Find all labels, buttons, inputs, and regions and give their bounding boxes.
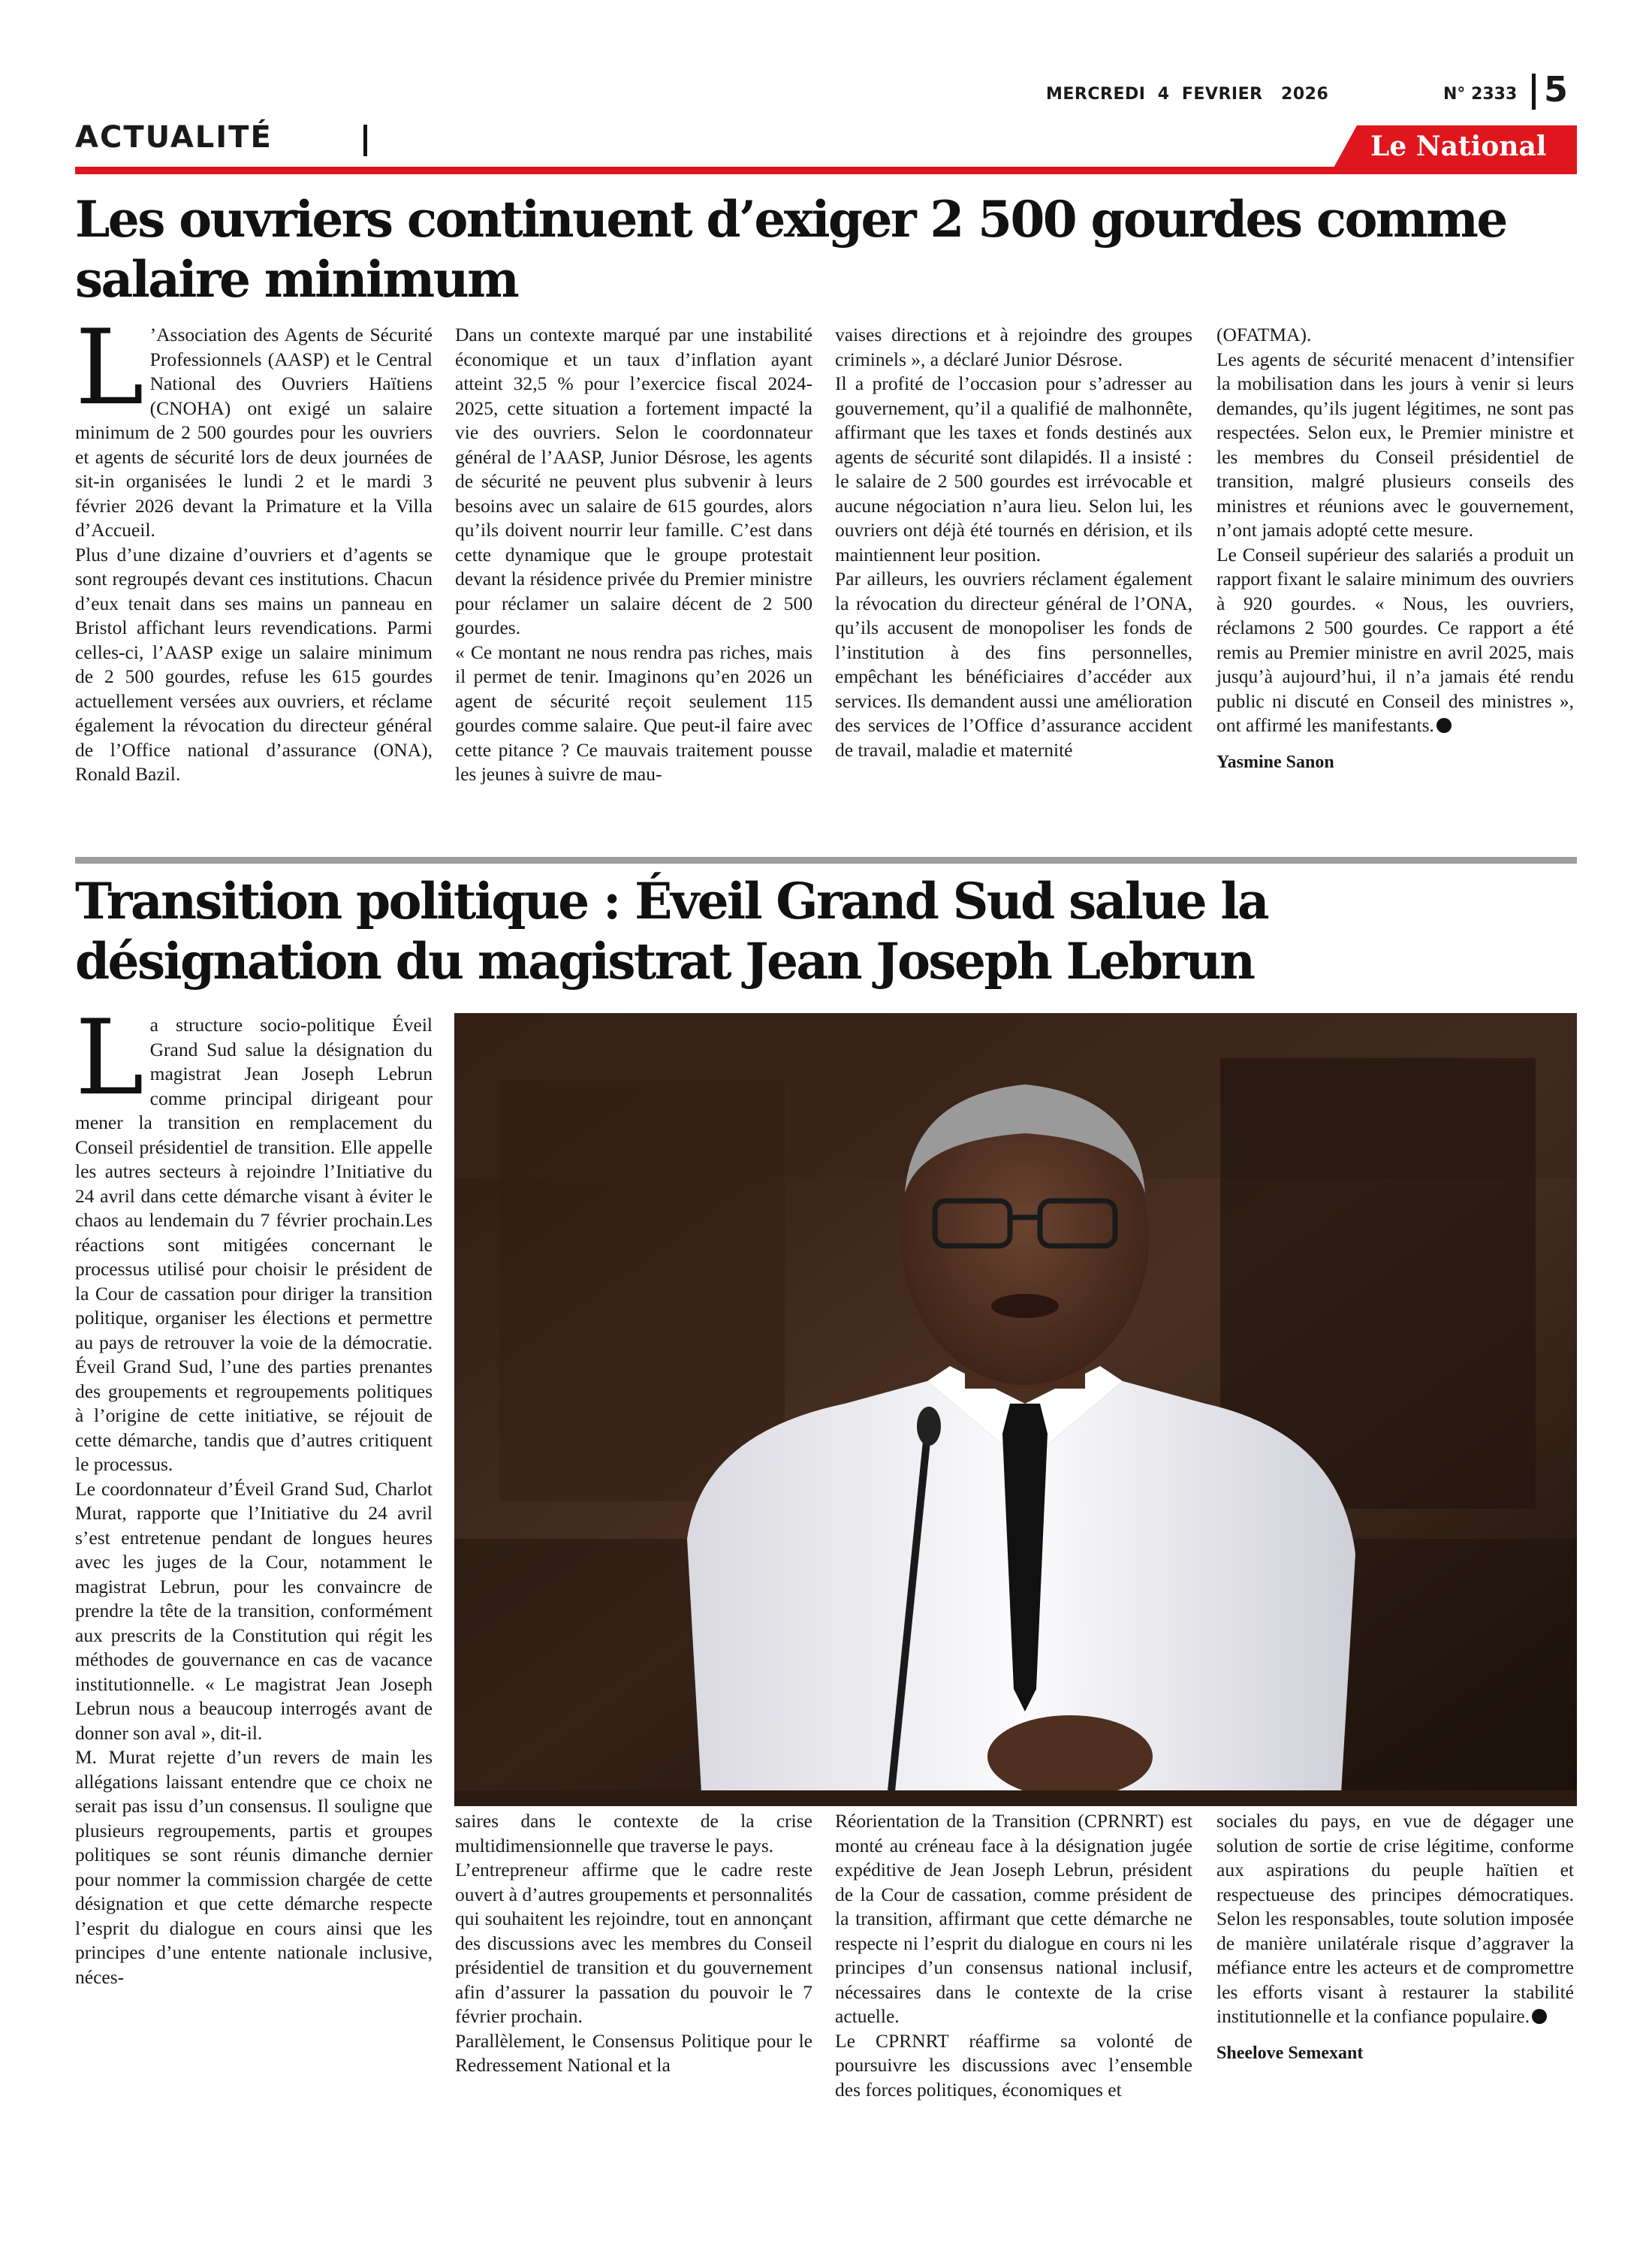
article2-lead-text: a structure socio-politique Éveil Grand Sud salue la désignation du magistrat Jean Joseph Lebrun comme principal dirigeant pour mener la transition en remplacement du Conseil présidentiel de transition. Elle appelle les autres secteurs à rejoindre l’Initiative du 24 avril dans cette démarche visant à éviter le chaos au lendemain du 7 février prochain.Les réactions sont mitigées concernant le processus utilisé pour choisir le président de la Cour de cassation pour diriger la transition politique, organiser les élections et permettre au pays de retrouver la voie de la démocratie. Éveil Grand Sud, l’une des parties prenantes des groupements et regroupements politiques à l’origine de cette initiative, se réjouit de cette démarche, tandis que d’autres critiquent le processus. — [75, 1014, 433, 1475]
article1-column-4 — [1216, 323, 1574, 774]
article2-headline: Transition politique : Éveil Grand Sud salue la désignation du magistrat Jean Joseph Lebrun — [75, 872, 1268, 991]
article2-byline: Sheelove Semexant — [1216, 2043, 1364, 2063]
article2-paragraph: L’entrepreneur affirme que le cadre reste ouvert à d’autres groupements et personnalités qui souhaitent les rejoindre, tout en annonçant des discussions avec les membres du Conseil présidentiel de transition et du gouvernement afin d’assurer la passation du pouvoir le 7 février prochain. — [455, 1859, 812, 2027]
section-label: ACTUALITÉ — [75, 120, 273, 155]
article2-column-3 — [835, 1809, 1192, 2102]
article1-paragraph — [1216, 543, 1574, 738]
article1-paragraph: (OFATMA). — [1216, 324, 1312, 345]
end-of-article-icon — [1532, 2009, 1547, 2024]
article1-byline: Yasmine Sanon — [1216, 752, 1334, 772]
article2-dropcap: L — [75, 997, 144, 1118]
article2-closing-text: sociales du pays, en vue de dégager une solution de sortie de crise légitime, conforme aux aspirations du peuple haïtien et respectueuse des principes démocratiques. Selon les responsables, toute solution imposée de manière unilatérale risque d’aggraver la méfiance entre les acteurs et de compromettre les efforts visant à restaurer la stabilité institutionnelle et la confiance populaire. — [1216, 1810, 1574, 2027]
article1-column-2 — [455, 323, 812, 787]
newspaper-brand: Le National — [1370, 131, 1547, 162]
article1-lead-text: ’Association des Agents de Sécurité Professionnels (AASP) et le Central National des Ouvriers Haïtiens (CNOHA) ont exigé un salaire minimum de 2 500 gourdes pour les ouvriers et agents de sécurité lors de deux journées de sit-in organisées le lundi 2 et le mardi 3 février 2026 devant la Primature et la Villa d’Accueil. — [75, 324, 433, 541]
article1-dropcap: L — [75, 307, 144, 428]
section-separator — [363, 125, 367, 156]
article2-column-1 — [75, 997, 433, 1989]
page-number: 5 — [1544, 69, 1569, 110]
article1-paragraph: Plus d’une dizaine d’ouvriers et d’agents se sont regroupés devant ces institutions. Chacun d’eux tenait dans ses mains un panneau en Bristol affichant leurs revendications. Parmi celles-ci, l’AASP exige un salaire minimum de 2 500 gourdes, refuse les 615 gourdes actuellement versées aux ouvriers, et réclame également la révocation du directeur général de l’Office national d’assurance (ONA), Ronald Bazil. — [75, 543, 433, 785]
article1-lead-paragraph — [75, 307, 433, 543]
article2-paragraph: Réorientation de la Transition (CPRNRT) est monté au créneau face à la désignation jugée expéditive de Jean Joseph Lebrun, président de la Cour de cassation, comme président de la transition, affirmant que cette démarche ne respecte ni l’esprit du dialogue en cours ni les principes d’un consensus national inclusif, nécessaires dans le contexte de la crise actuelle. — [835, 1810, 1192, 2027]
article2-photo — [454, 1013, 1577, 1806]
end-of-article-icon — [1436, 718, 1452, 733]
article1-paragraph: vaises directions et à rejoindre des groupes criminels », a déclaré Junior Désrose. — [835, 324, 1192, 370]
article2-paragraph — [1216, 1809, 1574, 2029]
article2-column-4 — [1216, 1809, 1574, 2065]
article1-quote-paragraph: « Ce montant ne nous rendra pas riches, mais il permet de tenir. Imaginons qu’en 2026 un agent de sécurité reçoit seulement 115 gourdes comme salaire. Que peut-il faire avec cette pitance ? Ce mauvais traitement pousse les jeunes à suivre de mau- — [455, 641, 812, 785]
article1-paragraph: Par ailleurs, les ouvriers réclament également la révocation du directeur général de l’ONA, qu’ils accusent de monopoliser les fonds de l’institution à des fins personnelles, empêchant les bénéficiaires d’accéder aux services. Ils demandent aussi une amélioration des services de l’Office d’assurance accident de travail, maladie et maternité — [835, 568, 1192, 761]
article1-closing-text: Le Conseil supérieur des salariés a produit un rapport fixant le salaire minimum des ouvriers à 920 gourdes. « Nous, les ouvriers, réclamons 2 500 gourdes. Ce rapport a été remis au Premier ministre en avril 2025, mais jusqu’à aujourd’hui, il n’a jamais été rendu public ni discuté en Conseil des ministres », ont affirmé les manifestants. — [1216, 543, 1574, 736]
article-divider — [75, 857, 1577, 864]
article1-column-1 — [75, 307, 433, 787]
article2-paragraph: saires dans le contexte de la crise multidimensionnelle que traverse le pays. — [455, 1810, 812, 1856]
article2-paragraph: Le coordonnateur d’Éveil Grand Sud, Charlot Murat, rapporte que l’Initiative du 24 avril s’est entretenue pendant de longues heures avec les juges de la Cour, notamment le magistrat Lebrun, pour les convaincre de prendre la tête de la transition, conformément aux prescrits de la Constitution qui régit les méthodes de gouvernance en cas de vacance institutionnelle. « Le magistrat Jean Joseph Lebrun nous a beaucoup interrogés avant de donner son aval », dit-il. — [75, 1477, 433, 1744]
article1-paragraph: Il a profité de l’occasion pour s’adresser au gouvernement, qu’il a qualifié de malhonnête, affirmant que les taxes et fonds destinés aux agents de sécurité sont dilapidés. Il a insisté : le salaire de 2 500 gourdes est irrévocable et aucune négociation n’aura lieu. Selon lui, les ouvriers ont déjà été tournés en dérision, et ils maintiennent leur position. — [835, 372, 1192, 566]
article1-headline: Les ouvriers continuent d’exiger 2 500 gourdes comme salaire minimum — [75, 190, 1506, 309]
header-separator — [1532, 74, 1536, 110]
article1-paragraph: Les agents de sécurité menacent d’intensifier la mobilisation dans les jours à venir si leurs demandes, qu’ils jugent légitimes, ne sont pas respectées. Selon eux, le Premier ministre et les membres du Conseil présidentiel de transition, malgré plusieurs conseils des ministres et réunions avec le gouvernement, n’ont jamais adopté cette mesure. — [1216, 348, 1574, 541]
article2-paragraph: M. Murat rejette d’un revers de main les allégations laissant entendre que ce choix ne serait pas issu d’un consensus. Il souligne que plusieurs regroupements, partis et groupes politiques se sont réunis dimanche dernier pour nommer la commission chargée de cette désignation et que cette démarche respecte l’esprit du dialogue en cours ainsi que les principes d’une entente nationale inclusive, néces- — [75, 1746, 433, 1988]
article2-paragraph: Parallèlement, le Consensus Politique pour le Redressement National et la — [455, 2029, 812, 2076]
article2-paragraph: Le CPRNRT réaffirme sa volonté de poursuivre les discussions avec l’ensemble des forces politiques, économiques et — [835, 2029, 1192, 2101]
article1-paragraph: Dans un contexte marqué par une instabilité économique et un taux d’inflation ayant atteint 32,5 % pour l’exercice fiscal 2024-2025, cette situation a fortement impacté la vie des ouvriers. Selon le coordonnateur général de l’AASP, Junior Désrose, les agents de sécurité ne peuvent plus subvenir à leurs besoins avec un salaire de 615 gourdes, alors qu’ils doivent nourrir leur famille. C’est dans cette dynamique que le groupe protestait devant la résidence privée du Premier ministre pour réclamer un salaire décent de 2 500 gourdes. — [455, 324, 812, 638]
article2-lead-paragraph — [75, 997, 433, 1477]
article2-column-2 — [455, 1809, 812, 2078]
issue-number: N° 2333 — [1443, 85, 1518, 104]
magistrat-lebrun-photo — [454, 1013, 1577, 1806]
article1-column-3 — [835, 323, 1192, 762]
issue-date: MERCREDI 4 FEVRIER 2026 — [1046, 85, 1329, 104]
